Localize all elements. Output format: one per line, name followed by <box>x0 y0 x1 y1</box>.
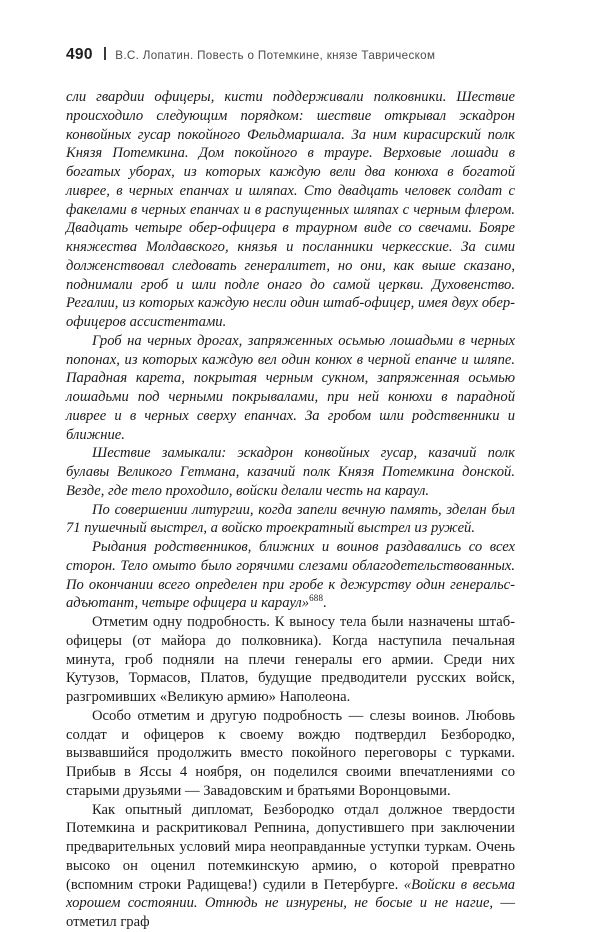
paragraph-detail-one: Отметим одну подробность. К выносу тела были назначены штаб-офицеры (от майора до полковника). Когда наступила печальная минута, гроб подняли на плечи генералы его армии. Среди них Кутузов, Тормасов, Платов, будущие предводители русских войск, разгромивших «Великую армию» Наполеона. <box>66 614 515 705</box>
body-text-block <box>66 88 515 932</box>
footnote-marker-688[interactable]: 688 <box>309 593 324 604</box>
paragraph-bezborodko <box>66 801 515 932</box>
paragraph-bezborodko-lead: Как опытный дипломат, Безбородко отдал должное твердости Потемкина и раскритиковал Репнина, допустившего при заключении предварительных условий мира неоправданные уступки туркам. Очень высоко он оценил потемкинскую армию, о которой превратно (вспомним строки Радищева!) судили в Петербурге. <box>66 801 515 893</box>
paragraph-weeping-text: Рыдания родственников, ближних и воинов раздавались со всех сторон. Тело омыто было горячими слезами облагодетельствованных. По окончании всего определен при гробе к дежурству один генеральс-адъютант, четыре офицера и караул» <box>66 539 515 612</box>
running-head-title: В.С. Лопатин. Повесть о Потемкине, князе Таврическом <box>115 49 436 62</box>
paragraph-weeping-tail: . <box>323 595 327 612</box>
paragraph-rear-guard: Шествие замыкали: эскадрон конвойных гусар, казачий полк булавы Великого Гетмана, казачий полк Князя Потемкина донской. Везде, где тело проходило, войски делали честь на караул. <box>66 445 515 499</box>
paragraph-bezborodko-tail: — отметил граф <box>66 895 515 930</box>
paragraph-coffin: Гроб на черных дрогах, запряженных осьмью лошадьми в черных попонах, из которых каждую вел один конюх в черной епанче и шляпе. Парадная карета, покрытая черным сукном, запряженная осьмью лошадьми под черными покрывалами, при ней конюхи в парадной ливрее и в черных сверху епанчах. За гробом шли родственники и ближние. <box>66 332 515 443</box>
running-head <box>66 46 516 63</box>
paragraph-procession-continued: сли гвардии офицеры, кисти поддерживали полковники. Шествие происходило следующим порядком: шествие открывал эскадрон конвойных гусар покойного Фельдмаршала. За ним кирасирский полк Князя Потемкина. Дом покойного в трауре. Верховые лошади в богатых уборах, из которых каждую вели два конюха в богатой ливрее, в черных епанчах и шляпах. Сто двадцать человек солдат с факелами в черных епанчах и в распущенных шляпах с черным флером. Двадцать четыре обер-офицера в траурном виде со свечами. Бояре княжества Молдавского, князья и посланники черкесские. За сими долженствовал следовать генералитет, но они, как выше сказано, поднимали гроб и шли подле онаго до самой церкви. Духовенство. Регалии, из которых каждую несли один штаб-офицер, имея двух обер-офицеров ассистентами. <box>66 89 515 330</box>
paragraph-liturgy: По совершении литургии, когда запели вечную память, зделан был 71 пушечный выстрел, а войско троекратный выстрел из ружей. <box>66 501 515 537</box>
paragraph-detail-two: Особо отметим и другую подробность — слезы воинов. Любовь солдат и офицеров к своему вождю подтвердил Безбородко, вызвавшийся продолжить вместо покойного переговоры с турками. Прибыв в Яссы 4 ноября, он поделился своими впечатлениями со старыми друзьями — Завадовским и братьями Воронцовыми. <box>66 707 515 799</box>
running-head-separator-rule <box>104 47 107 60</box>
page-number: 490 <box>66 46 93 63</box>
paragraph-weeping <box>66 538 515 613</box>
paragraph-bezborodko-quote: «Войски в весьма хорошем состоянии. Отнюдь не изнурены, не босые и не нагие, <box>66 876 515 912</box>
